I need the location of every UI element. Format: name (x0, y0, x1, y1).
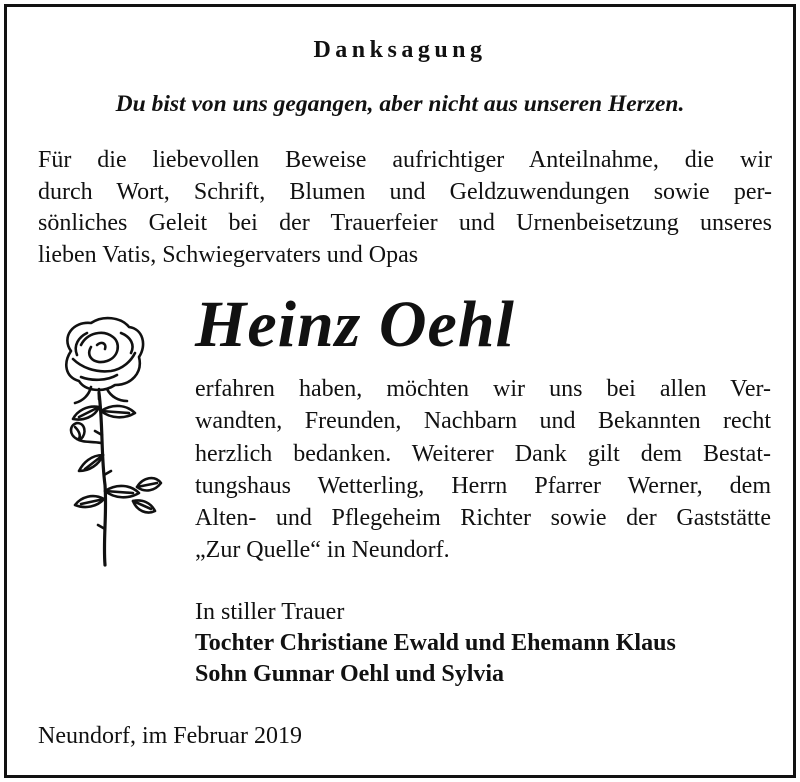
intro-line: durch Wort, Schrift, Blumen und Geldzuwendungen sowie per- (38, 178, 772, 205)
obituary-notice (4, 4, 796, 778)
intro-line: Für die liebevollen Beweise aufrichtiger Anteilnahme, die wir (38, 147, 772, 173)
thanks-line: Alten- und Pflegeheim Richter sowie der Gaststätte (195, 505, 771, 532)
thanks-line: „Zur Quelle“ in Neundorf. (195, 537, 450, 564)
signoff-phrase: In stiller Trauer (195, 599, 345, 625)
thanks-line: herzlich bedanken. Weiterer Dank gilt dem Bestat- (195, 440, 771, 467)
intro-paragraph (38, 145, 772, 271)
rose-icon (51, 315, 163, 571)
thanks-line: wandten, Freunden, Nachbarn und Bekannten recht (195, 408, 771, 435)
thanks-line: tungshaus Wetterling, Herrn Pfarrer Werner, dem (195, 472, 771, 499)
deceased-name: Heinz Oehl (195, 288, 515, 361)
thanks-paragraph (195, 373, 771, 567)
mourner-line: Tochter Christiane Ewald und Ehemann Klaus (195, 630, 676, 656)
notice-heading: Danksagung (313, 37, 487, 63)
motto: Du bist von uns gegangen, aber nicht aus unseren Herzen. (115, 91, 685, 117)
signoff-block (195, 597, 676, 690)
thanks-line: erfahren haben, möchten wir uns bei allen Ver- (195, 376, 771, 402)
intro-line: sönliches Geleit bei der Trauerfeier und Urnenbeisetzung unseres (38, 210, 772, 236)
place-date: Neundorf, im Februar 2019 (38, 723, 302, 749)
mourner-line: Sohn Gunnar Oehl und Sylvia (195, 661, 505, 687)
intro-line: lieben Vatis, Schwiegervaters und Opas (38, 241, 419, 268)
